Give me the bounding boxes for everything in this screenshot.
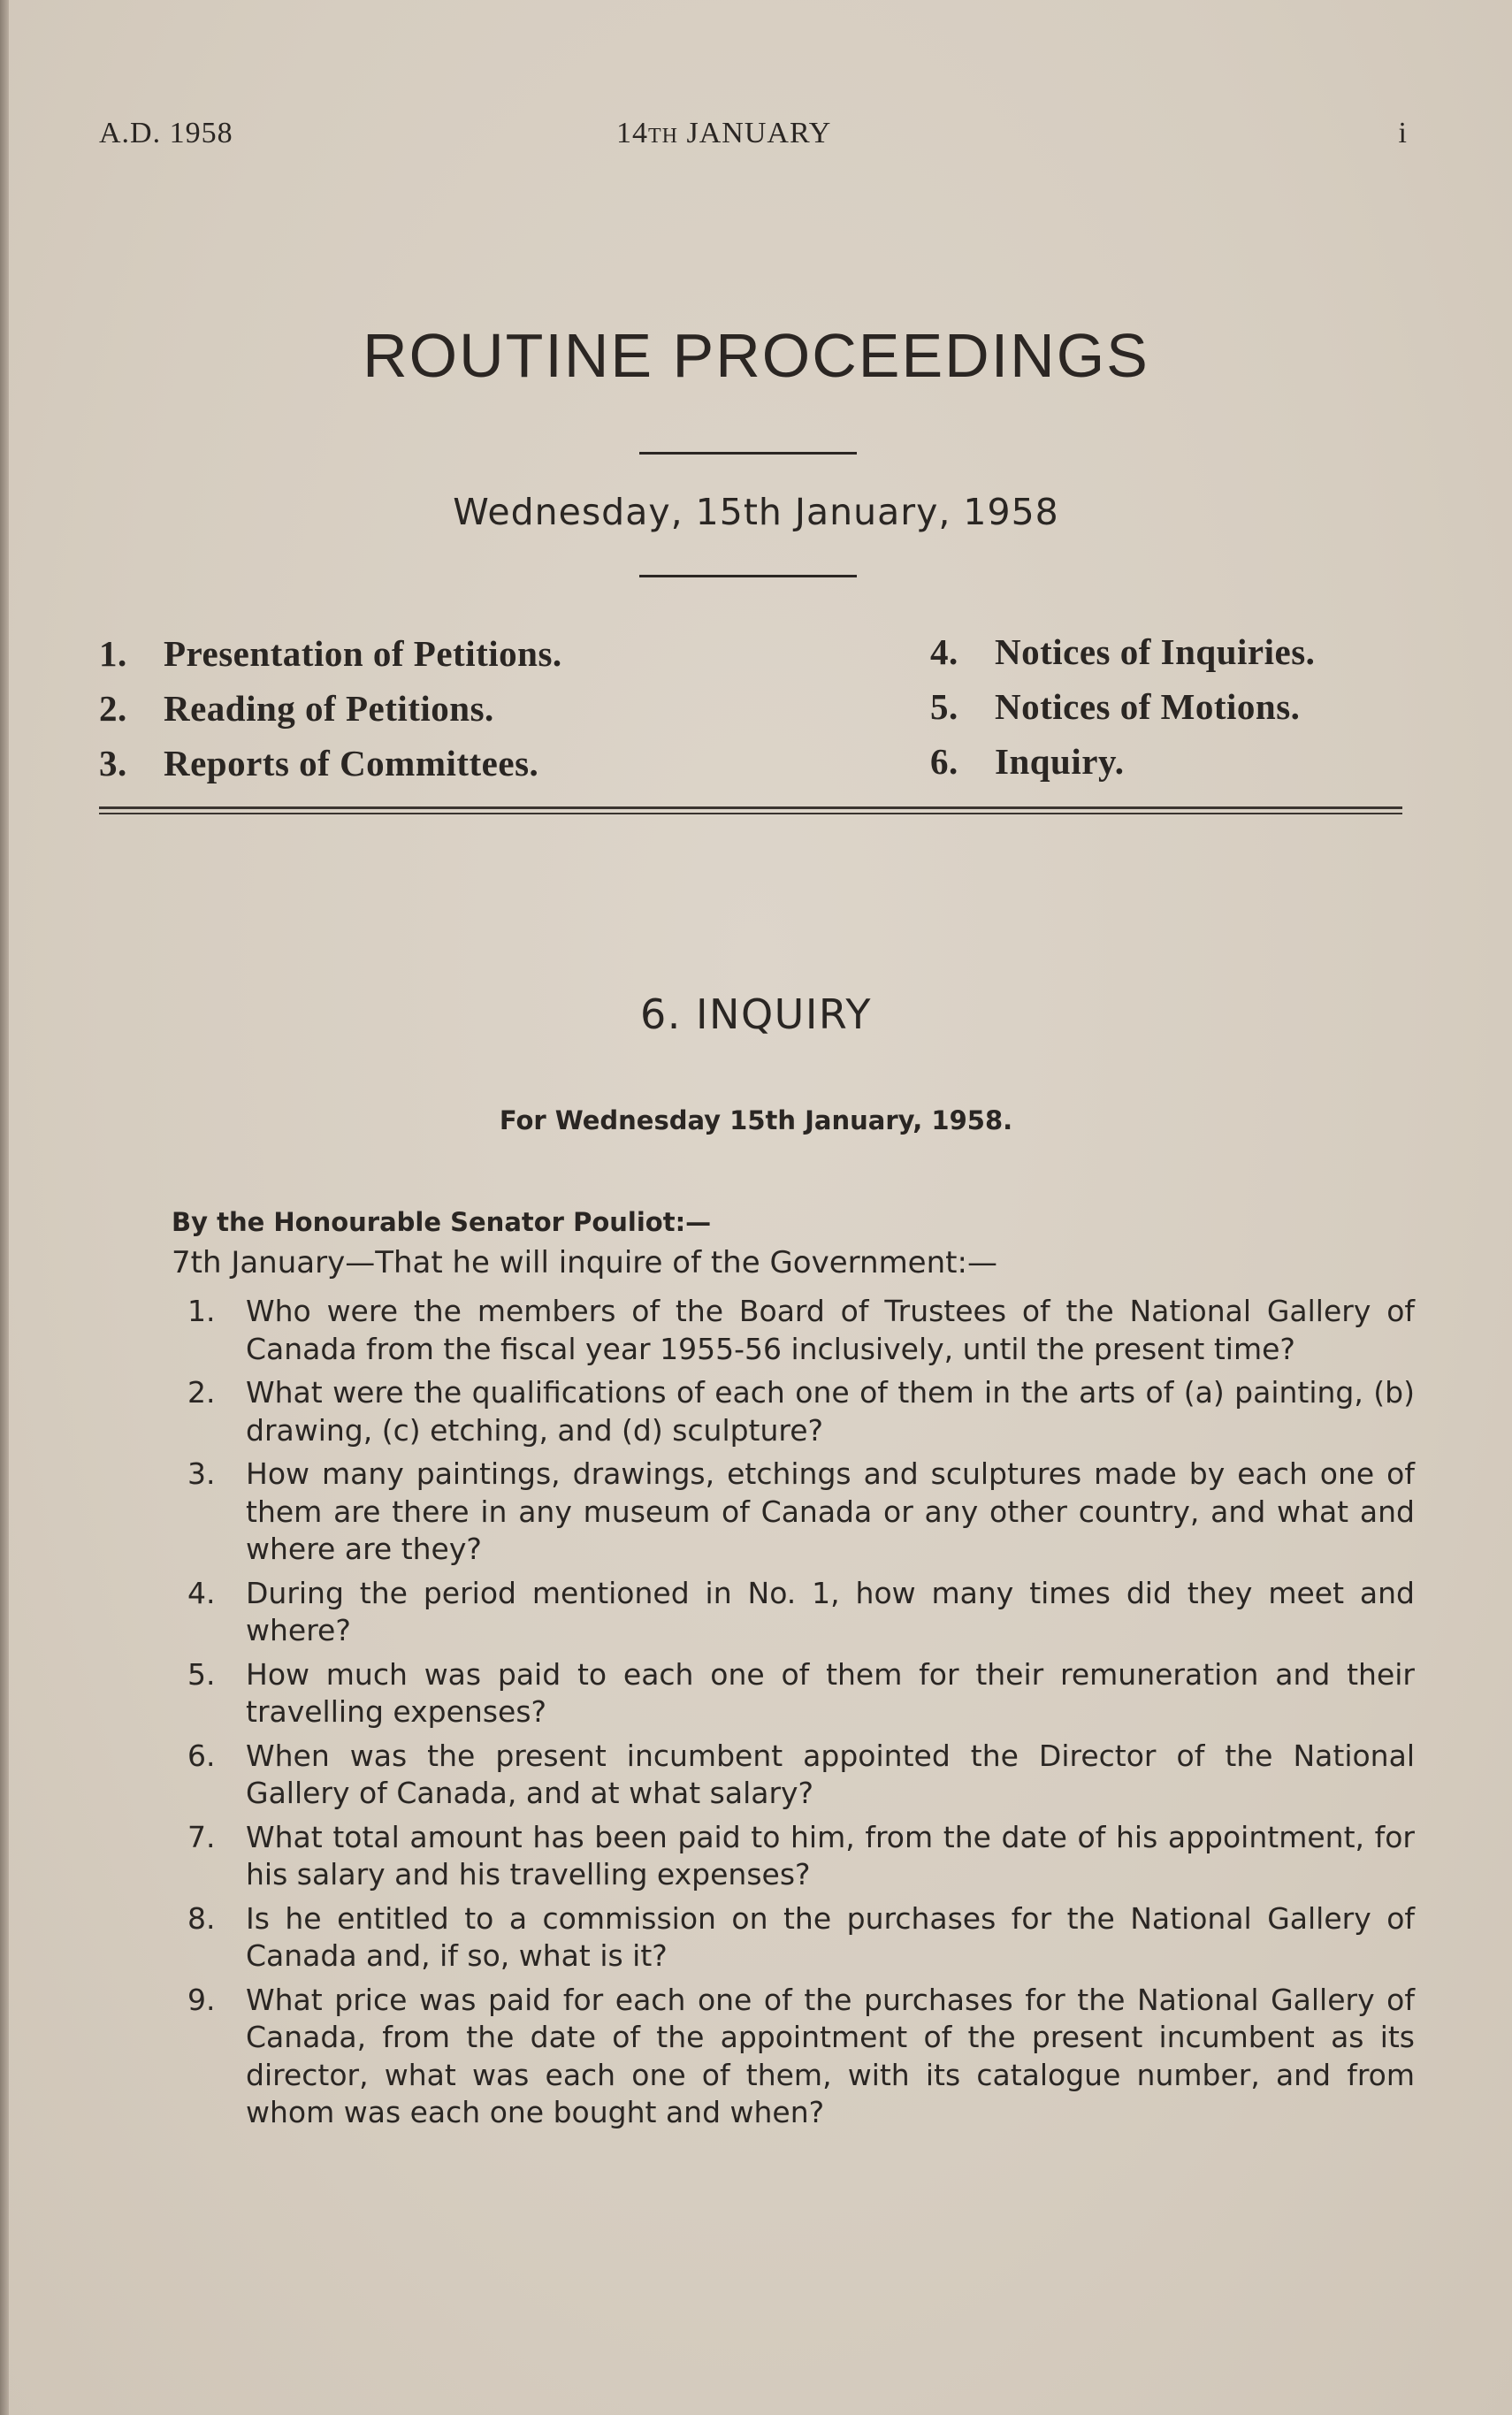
question-number: 3. — [187, 1456, 216, 1491]
question-list — [177, 1293, 1415, 2138]
order-item-label: Reading of Petitions. — [164, 688, 494, 729]
question-item — [177, 1575, 1415, 1650]
inquiry-intro: 7th January—That he will inquire of the Government:— — [172, 1245, 997, 1280]
section-title: 6. INQUIRY — [639, 990, 873, 1038]
order-of-business-left — [99, 626, 562, 791]
question-item — [177, 1456, 1415, 1569]
order-item — [930, 679, 1315, 734]
order-item-label: Notices of Motions. — [995, 686, 1301, 727]
running-head-ordinal: TH — [648, 125, 678, 148]
question-text: What price was paid for each one of the purchases for the National Gallery of Canada, from the date of the appointment of the present incumbent as its director, what was each one of them, with its catalogue number, and from whom was each one bought and when? — [246, 1982, 1415, 2129]
question-number: 7. — [187, 1819, 216, 1854]
inquiry-author: By the Honourable Senator Pouliot:— — [172, 1207, 712, 1237]
title-rule-top — [639, 452, 857, 455]
question-number: 1. — [187, 1294, 216, 1328]
running-head — [99, 117, 1408, 152]
title-rule-bottom — [639, 575, 857, 577]
section-divider — [99, 806, 1402, 814]
question-number: 8. — [187, 1900, 216, 1936]
running-head-day: 14 — [616, 117, 648, 149]
order-item-label: Inquiry. — [995, 741, 1125, 782]
question-text: Who were the members of the Board of Trustees of the National Gallery of Canada from the fiscal year 1955-56 inclusively, until the present time? — [246, 1294, 1415, 1366]
question-text: During the period mentioned in No. 1, how many times did they meet and where? — [246, 1575, 1415, 1647]
order-item-number: 3. — [99, 743, 127, 783]
question-number: 6. — [187, 1738, 216, 1773]
order-item-number: 1. — [99, 633, 127, 674]
question-number: 5. — [187, 1656, 216, 1692]
question-item — [177, 1900, 1415, 1976]
question-item — [177, 1293, 1415, 1368]
order-item — [99, 626, 562, 681]
order-item-label: Reports of Committees. — [164, 743, 539, 783]
question-text: How many paintings, drawings, etchings and sculptures made by each one of them are there in any museum of Canada or any other country, and what and where are they? — [246, 1456, 1415, 1566]
question-item — [177, 1982, 1415, 2132]
order-item — [99, 736, 562, 791]
order-item-label: Notices of Inquiries. — [995, 631, 1316, 672]
page-number: i — [1398, 117, 1408, 149]
order-item — [930, 734, 1315, 789]
order-of-business-right — [930, 624, 1315, 789]
page-title: ROUTINE PROCEEDINGS — [363, 321, 1149, 390]
question-item — [177, 1819, 1415, 1894]
question-text: What total amount has been paid to him, from the date of his appointment, for his salary and his travelling expenses? — [246, 1819, 1415, 1891]
running-head-date — [616, 117, 831, 150]
running-head-year: A.D. 1958 — [99, 117, 233, 149]
question-number: 9. — [187, 1982, 216, 2017]
question-number: 4. — [187, 1575, 216, 1610]
question-item — [177, 1738, 1415, 1813]
question-text: Is he entitled to a commission on the purchases for the National Gallery of Canada and, if so, what is it? — [246, 1900, 1415, 1973]
question-item — [177, 1374, 1415, 1449]
inquiry-date: For Wednesday 15th January, 1958. — [499, 1105, 1013, 1135]
question-item — [177, 1656, 1415, 1731]
order-item — [930, 624, 1315, 679]
order-item-number: 2. — [99, 688, 127, 729]
running-head-month: JANUARY — [686, 117, 832, 149]
question-text: How much was paid to each one of them for their remuneration and their travelling expenses? — [246, 1656, 1415, 1729]
question-text: When was the present incumbent appointed the Director of the National Gallery of Canada, and at what salary? — [246, 1738, 1415, 1810]
question-number: 2. — [187, 1375, 216, 1410]
order-item-number: 4. — [930, 631, 958, 672]
order-item-number: 5. — [930, 686, 958, 727]
order-item-number: 6. — [930, 741, 958, 782]
sitting-date: Wednesday, 15th January, 1958 — [453, 491, 1059, 533]
order-item-label: Presentation of Petitions. — [164, 633, 562, 674]
order-item — [99, 681, 562, 736]
question-text: What were the qualifications of each one of them in the arts of (a) painting, (b) drawing, (c) etching, and (d) sculpture? — [246, 1375, 1415, 1448]
